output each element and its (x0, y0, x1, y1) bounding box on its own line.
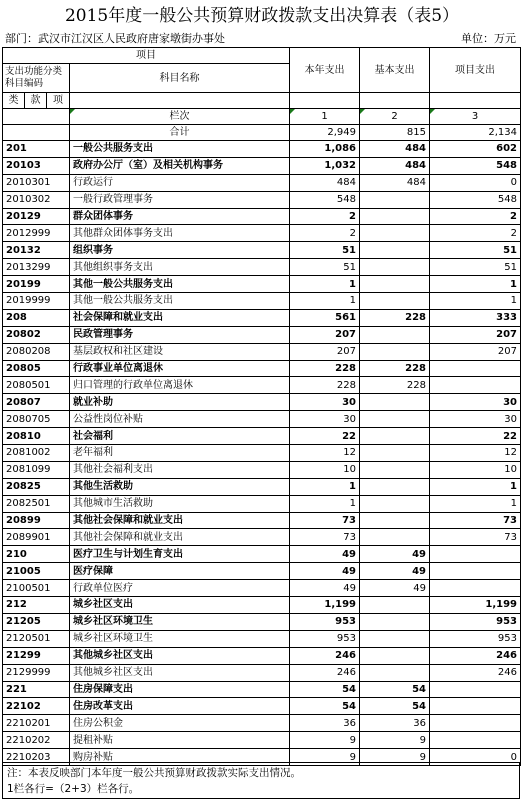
row-subject-name: 群众团体事务 (70, 208, 290, 225)
row-project-expense: 0 (430, 749, 521, 766)
header-row-1 (3, 48, 521, 64)
row-project-expense: 1 (430, 293, 521, 310)
footnote-line-2: 1栏各行=（2+3）栏各行。 (7, 783, 140, 795)
row-project-expense (430, 377, 521, 394)
table-row (3, 732, 521, 749)
row-subject-name: 行政单位医疗 (70, 580, 290, 597)
row-basic-expense: 484 (360, 157, 430, 174)
row-subject-name: 社会保障和就业支出 (70, 309, 290, 326)
row-project-expense: 1 (430, 495, 521, 512)
table-row (3, 445, 521, 462)
total-project: 2,134 (430, 125, 521, 141)
row-subject-name: 其他社会保障和就业支出 (70, 512, 290, 529)
row-project-expense: 207 (430, 326, 521, 343)
row-subject-name: 就业补助 (70, 394, 290, 411)
row-current-expense: 36 (290, 715, 360, 732)
row-code: 2010302 (3, 191, 70, 208)
header-col1-spacer (290, 93, 360, 109)
row-code: 2019999 (3, 293, 70, 310)
row-code: 2080208 (3, 343, 70, 360)
row-project-expense (430, 563, 521, 580)
row-basic-expense (360, 647, 430, 664)
row-current-expense: 1 (290, 495, 360, 512)
row-subject-name: 城乡社区环境卫生 (70, 630, 290, 647)
row-code: 20825 (3, 478, 70, 495)
row-current-expense: 246 (290, 647, 360, 664)
row-subject-name: 公益性岗位补贴 (70, 411, 290, 428)
row-subject-name: 医疗保障 (70, 563, 290, 580)
total-row (3, 125, 521, 141)
table-row (3, 664, 521, 681)
row-project-expense: 246 (430, 664, 521, 681)
row-subject-name: 医疗卫生与计划生育支出 (70, 546, 290, 563)
row-current-expense: 9 (290, 732, 360, 749)
row-current-expense: 228 (290, 360, 360, 377)
row-subject-name: 其他群众团体事务支出 (70, 225, 290, 242)
row-code: 22102 (3, 698, 70, 715)
row-project-expense: 12 (430, 445, 521, 462)
row-subject-name: 其他城乡社区支出 (70, 647, 290, 664)
row-current-expense: 51 (290, 242, 360, 259)
row-basic-expense (360, 512, 430, 529)
table-row (3, 597, 521, 614)
row-current-expense: 2 (290, 225, 360, 242)
row-basic-expense (360, 495, 430, 512)
table-row (3, 174, 521, 191)
row-basic-expense (360, 242, 430, 259)
row-current-expense: 49 (290, 563, 360, 580)
column-number-row (3, 109, 521, 125)
row-basic-expense (360, 445, 430, 462)
table-row (3, 343, 521, 360)
row-basic-expense (360, 191, 430, 208)
row-current-expense: 207 (290, 326, 360, 343)
department-label: 部门：武汉市江汉区人民政府唐家墩街办事处 (5, 32, 225, 45)
row-basic-expense: 49 (360, 546, 430, 563)
row-subject-name: 社会福利 (70, 428, 290, 445)
page-title: 2015年度一般公共预算财政拨款支出决算表（表5） (64, 6, 460, 26)
row-code: 2013299 (3, 259, 70, 276)
row-subject-name: 其他一般公共服务支出 (70, 293, 290, 310)
row-current-expense: 1 (290, 293, 360, 310)
total-current: 2,949 (290, 125, 360, 141)
row-basic-expense (360, 343, 430, 360)
row-basic-expense: 484 (360, 174, 430, 191)
row-subject-name: 其他城乡社区支出 (70, 664, 290, 681)
row-project-expense: 548 (430, 157, 521, 174)
total-label: 合计 (70, 125, 290, 141)
row-code: 20807 (3, 394, 70, 411)
row-subject-name: 其他社会福利支出 (70, 461, 290, 478)
table-row (3, 377, 521, 394)
row-project-expense: 10 (430, 461, 521, 478)
row-code: 201 (3, 141, 70, 158)
row-subject-name: 住房改革支出 (70, 698, 290, 715)
row-basic-expense: 36 (360, 715, 430, 732)
expenditure-table (2, 47, 521, 766)
row-current-expense: 9 (290, 749, 360, 766)
row-project-expense: 51 (430, 259, 521, 276)
row-subject-name: 其他城市生活救助 (70, 495, 290, 512)
row-basic-expense: 9 (360, 732, 430, 749)
row-basic-expense: 49 (360, 563, 430, 580)
row-current-expense: 1 (290, 276, 360, 293)
row-subject-name: 组织事务 (70, 242, 290, 259)
row-project-expense: 2 (430, 225, 521, 242)
table-row (3, 613, 521, 630)
table-row (3, 394, 521, 411)
row-code: 2210201 (3, 715, 70, 732)
row-code: 2081099 (3, 461, 70, 478)
row-project-expense: 953 (430, 613, 521, 630)
table-row (3, 698, 521, 715)
row-project-expense: 30 (430, 394, 521, 411)
row-current-expense: 561 (290, 309, 360, 326)
row-project-expense: 22 (430, 428, 521, 445)
row-project-expense (430, 732, 521, 749)
table-row (3, 681, 521, 698)
row-subject-name: 住房保障支出 (70, 681, 290, 698)
row-label: 栏次 (70, 109, 290, 125)
row-basic-expense: 228 (360, 377, 430, 394)
header-xiang: 项 (47, 93, 70, 109)
row-subject-name: 城乡社区支出 (70, 597, 290, 614)
header-subject-name: 科目名称 (70, 64, 290, 93)
table-row (3, 157, 521, 174)
row-project-expense: 1 (430, 276, 521, 293)
row-project-expense (430, 546, 521, 563)
row-code: 21299 (3, 647, 70, 664)
row-current-expense: 484 (290, 174, 360, 191)
row-project-expense: 207 (430, 343, 521, 360)
row-code: 2129999 (3, 664, 70, 681)
row-project-expense (430, 715, 521, 732)
row-project-expense (430, 360, 521, 377)
row-current-expense: 51 (290, 259, 360, 276)
footnote-line-1: 注：本表反映部门本年度一般公共预算财政拨款实际支出情况。 (7, 767, 301, 779)
table-row (3, 529, 521, 546)
table-row (3, 580, 521, 597)
row-project-expense: 548 (430, 191, 521, 208)
footnote (2, 762, 520, 799)
row-basic-expense (360, 276, 430, 293)
row-basic-expense (360, 428, 430, 445)
row-code: 20810 (3, 428, 70, 445)
row-current-expense: 73 (290, 529, 360, 546)
table-row (3, 276, 521, 293)
row-code: 2100501 (3, 580, 70, 597)
table-row (3, 411, 521, 428)
row-subject-name: 提租补贴 (70, 732, 290, 749)
header-project-expense: 项目支出 (430, 48, 521, 93)
row-code: 2082501 (3, 495, 70, 512)
row-current-expense: 953 (290, 630, 360, 647)
total-basic: 815 (360, 125, 430, 141)
header-col3-spacer (430, 93, 521, 109)
row-basic-expense (360, 208, 430, 225)
row-code: 208 (3, 309, 70, 326)
header-item: 项目 (3, 48, 290, 64)
row-code: 21005 (3, 563, 70, 580)
row-project-expense: 602 (430, 141, 521, 158)
row-code: 2010301 (3, 174, 70, 191)
row-subject-name: 其他社会保障和就业支出 (70, 529, 290, 546)
row-basic-expense (360, 613, 430, 630)
row-code: 20129 (3, 208, 70, 225)
table-row (3, 191, 521, 208)
row-basic-expense (360, 394, 430, 411)
row-basic-expense: 228 (360, 309, 430, 326)
row-basic-expense (360, 461, 430, 478)
row-code: 212 (3, 597, 70, 614)
row-basic-expense (360, 529, 430, 546)
row-current-expense: 54 (290, 681, 360, 698)
row-current-expense: 54 (290, 698, 360, 715)
row-basic-expense: 54 (360, 681, 430, 698)
row-code: 2080501 (3, 377, 70, 394)
row-code: 20805 (3, 360, 70, 377)
col-number-2: 2 (360, 109, 430, 125)
row-subject-name: 其他生活救助 (70, 478, 290, 495)
table-row (3, 309, 521, 326)
row-current-expense: 207 (290, 343, 360, 360)
row-basic-expense: 228 (360, 360, 430, 377)
row-code: 20802 (3, 326, 70, 343)
row-project-expense: 1,199 (430, 597, 521, 614)
row-basic-expense (360, 630, 430, 647)
row-basic-expense (360, 225, 430, 242)
row-current-expense: 12 (290, 445, 360, 462)
row-current-expense: 548 (290, 191, 360, 208)
row-basic-expense (360, 411, 430, 428)
row-project-expense: 73 (430, 512, 521, 529)
table-row (3, 293, 521, 310)
row-subject-name: 老年福利 (70, 445, 290, 462)
row-basic-expense: 9 (360, 749, 430, 766)
table-row (3, 326, 521, 343)
row-current-expense: 953 (290, 613, 360, 630)
row-subject-name: 政府办公厅（室）及相关机构事务 (70, 157, 290, 174)
row-code: 2081002 (3, 445, 70, 462)
row-current-expense: 49 (290, 546, 360, 563)
row-code: 2012999 (3, 225, 70, 242)
row-current-expense: 73 (290, 512, 360, 529)
row-current-expense: 1,199 (290, 597, 360, 614)
row-code: 2120501 (3, 630, 70, 647)
row-current-expense: 49 (290, 580, 360, 597)
row-basic-expense (360, 597, 430, 614)
table-row (3, 360, 521, 377)
row-project-expense: 2 (430, 208, 521, 225)
table-row (3, 461, 521, 478)
row-project-expense: 333 (430, 309, 521, 326)
row-project-expense: 73 (430, 529, 521, 546)
row-current-expense: 2 (290, 208, 360, 225)
table-row (3, 225, 521, 242)
row-subject-name: 基层政权和社区建设 (70, 343, 290, 360)
row-subject-name: 城乡社区环境卫生 (70, 613, 290, 630)
row-project-expense (430, 580, 521, 597)
row-subject-name: 行政运行 (70, 174, 290, 191)
header-cat: 类 (3, 93, 25, 109)
table-row (3, 715, 521, 732)
row-code: 221 (3, 681, 70, 698)
row-project-expense: 953 (430, 630, 521, 647)
row-project-expense (430, 681, 521, 698)
row-subject-name: 民政管理事务 (70, 326, 290, 343)
table-row (3, 512, 521, 529)
row-project-expense: 0 (430, 174, 521, 191)
header-kuan: 款 (25, 93, 47, 109)
table-row (3, 647, 521, 664)
row-project-expense: 51 (430, 242, 521, 259)
row-code: 2089901 (3, 529, 70, 546)
row-subject-name: 归口管理的行政单位离退休 (70, 377, 290, 394)
row-basic-expense: 49 (360, 580, 430, 597)
row-subject-name: 其他组织事务支出 (70, 259, 290, 276)
row-code: 21205 (3, 613, 70, 630)
row-code: 20132 (3, 242, 70, 259)
row-subject-name: 购房补贴 (70, 749, 290, 766)
row-code: 20103 (3, 157, 70, 174)
row-current-expense: 1,086 (290, 141, 360, 158)
row-code: 2210202 (3, 732, 70, 749)
table-row (3, 141, 521, 158)
row-subject-name: 其他一般公共服务支出 (70, 276, 290, 293)
row-code: 20899 (3, 512, 70, 529)
table-row (3, 242, 521, 259)
row-current-expense: 1,032 (290, 157, 360, 174)
row-basic-expense (360, 293, 430, 310)
row-basic-expense: 484 (360, 141, 430, 158)
table-row (3, 630, 521, 647)
table-row (3, 546, 521, 563)
row-current-expense: 30 (290, 394, 360, 411)
row-subject-name: 一般公共服务支出 (70, 141, 290, 158)
table-row (3, 495, 521, 512)
row-basic-expense (360, 259, 430, 276)
row-basic-expense (360, 326, 430, 343)
table-row (3, 259, 521, 276)
row-subject-name: 住房公积金 (70, 715, 290, 732)
row-subject-name: 行政事业单位离退休 (70, 360, 290, 377)
row-current-expense: 30 (290, 411, 360, 428)
table-row (3, 478, 521, 495)
row-project-expense: 246 (430, 647, 521, 664)
row-current-expense: 228 (290, 377, 360, 394)
row-code: 2210203 (3, 749, 70, 766)
col-number-3: 3 (430, 109, 521, 125)
col-number-1: 1 (290, 109, 360, 125)
row-current-expense: 22 (290, 428, 360, 445)
table-row (3, 563, 521, 580)
table-row (3, 428, 521, 445)
row-code: 2080705 (3, 411, 70, 428)
row-basic-expense: 54 (360, 698, 430, 715)
header-current-expense: 本年支出 (290, 48, 360, 93)
unit-label: 单位：万元 (461, 32, 516, 45)
header-func-code: 支出功能分类科目编码 (5, 66, 63, 89)
row-code: 210 (3, 546, 70, 563)
header-basic-expense: 基本支出 (360, 48, 430, 93)
row-project-expense: 30 (430, 411, 521, 428)
row-project-expense: 1 (430, 478, 521, 495)
row-current-expense: 246 (290, 664, 360, 681)
table-row (3, 208, 521, 225)
row-project-expense (430, 698, 521, 715)
row-code: 20199 (3, 276, 70, 293)
row-basic-expense (360, 478, 430, 495)
row-subject-name: 一般行政管理事务 (70, 191, 290, 208)
row-basic-expense (360, 664, 430, 681)
header-col2-spacer (360, 93, 430, 109)
row-current-expense: 10 (290, 461, 360, 478)
row-current-expense: 1 (290, 478, 360, 495)
